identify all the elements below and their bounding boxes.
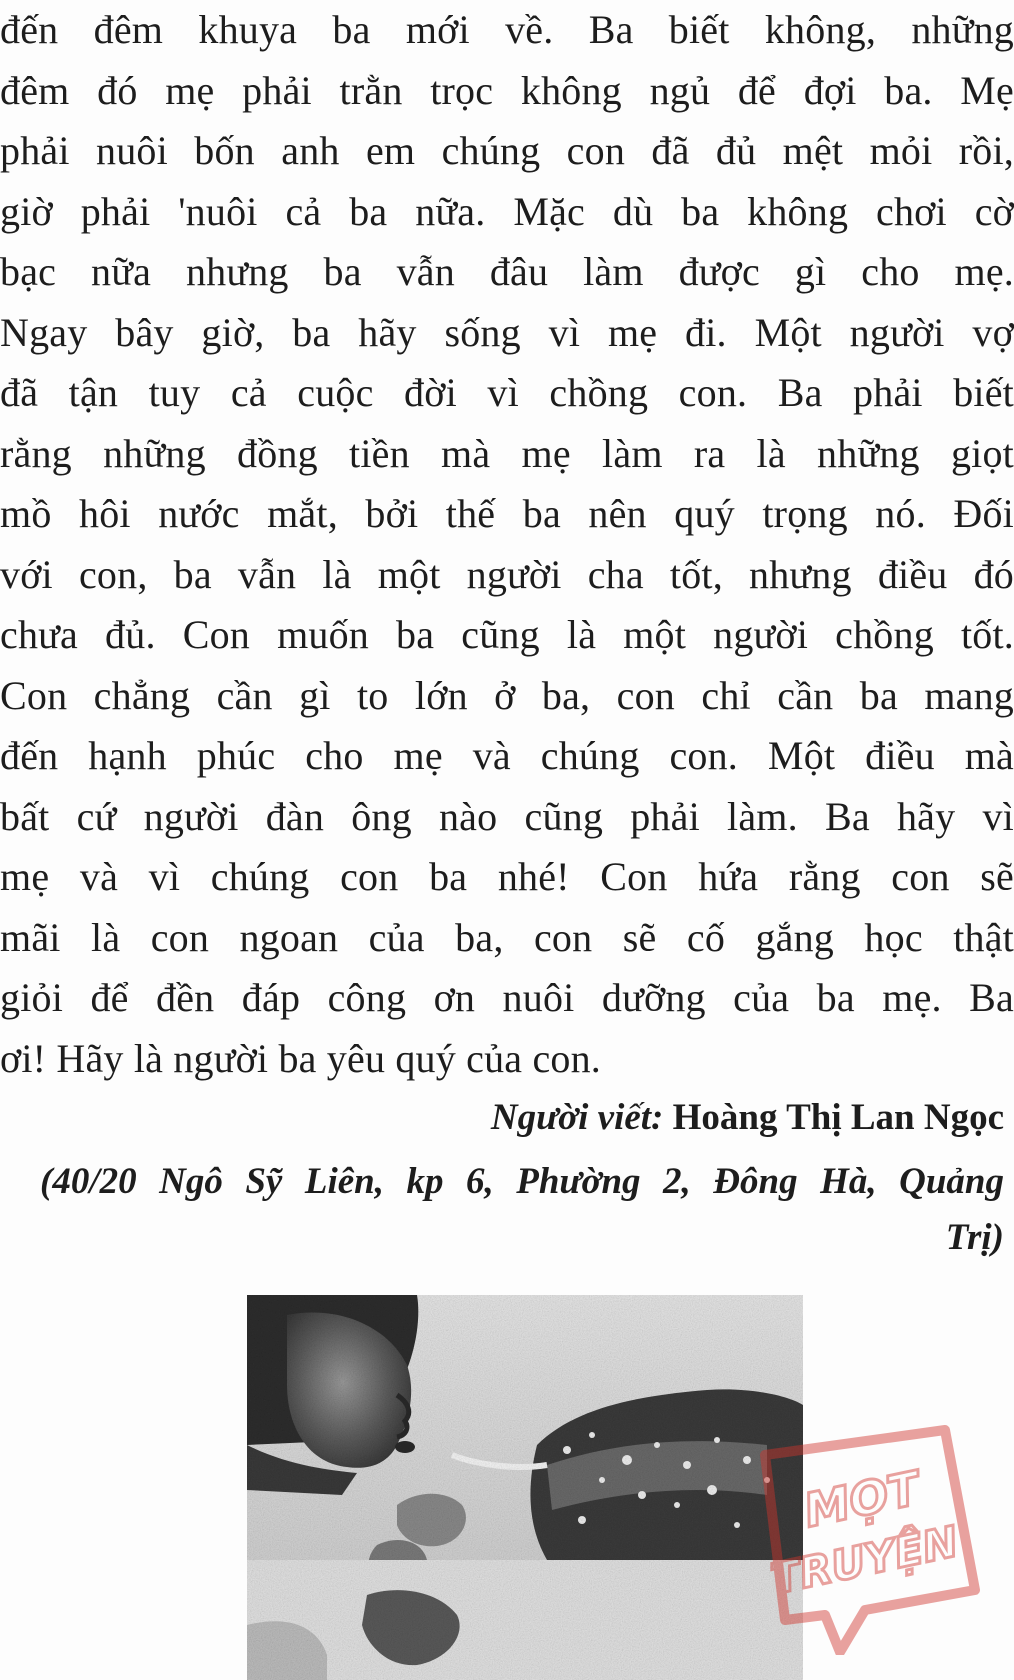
article-line: Con chẳng cần gì to lớn ở ba, con chỉ cần ba mang <box>0 672 1014 718</box>
article-line: giỏi để đền đáp công ơn nuôi dưỡng của ba mẹ. Ba <box>0 975 1014 1020</box>
article-line: đã tận tuy cả cuộc đời vì chồng con. Ba phải biết <box>0 370 1014 415</box>
address-line-1: (40/20 Ngô Sỹ Liên, kp 6, Phường 2, Đông Hà, Quảng <box>40 1161 1004 1202</box>
watermark-text-1: MỌT <box>799 1460 925 1538</box>
signature-label: Người viết: <box>490 1097 664 1138</box>
author-address <box>40 1154 1004 1266</box>
article-line: đến đêm khuya ba mới về. Ba biết không, những <box>0 7 1014 52</box>
article-line: đến hạnh phúc cho mẹ và chúng con. Một điều mà <box>0 733 1014 778</box>
article-line: với con, ba vẫn là một người cha tốt, nhưng điều đó <box>0 551 1014 597</box>
article-line: ơi! Hãy là người ba yêu quý của con. <box>0 1035 602 1081</box>
author-name: Hoàng Thị Lan Ngọc <box>672 1097 1004 1138</box>
author-signature <box>491 1093 1004 1143</box>
mot-truyen-watermark <box>745 1420 985 1655</box>
watermark-text-2: TRUYỆN <box>766 1516 963 1604</box>
article-line: chưa đủ. Con muốn ba cũng là một người chồng tốt. <box>0 612 1014 657</box>
child-photo <box>247 1295 803 1680</box>
article-line: bạc nữa nhưng ba vẫn đâu làm được gì cho mẹ. <box>0 249 1014 294</box>
article-line: giờ phải 'nuôi cả ba nữa. Mặc dù ba không chơi cờ <box>0 188 1014 234</box>
article-line: bất cứ người đàn ông nào cũng phải làm. Ba hãy vì <box>0 793 1014 839</box>
article-line: mẹ và vì chúng con ba nhé! Con hứa rằng con sẽ <box>0 854 1014 899</box>
article-line: đêm đó mẹ phải trằn trọc không ngủ để đợi ba. Mẹ <box>0 67 1014 113</box>
article-line: mãi là con ngoan của ba, con sẽ cố gắng học thật <box>0 914 1014 960</box>
article-line: rằng những đồng tiền mà mẹ làm ra là những giọt <box>0 430 1014 476</box>
article-line: mồ hôi nước mắt, bởi thế ba nên quý trọng nó. Đối <box>0 491 1014 536</box>
article-line: Ngay bây giờ, ba hãy sống vì mẹ đi. Một người vợ <box>0 309 1014 355</box>
address-line-2: Trị) <box>945 1217 1004 1258</box>
article-line: phải nuôi bốn anh em chúng con đã đủ mệt mỏi rồi, <box>0 128 1014 173</box>
